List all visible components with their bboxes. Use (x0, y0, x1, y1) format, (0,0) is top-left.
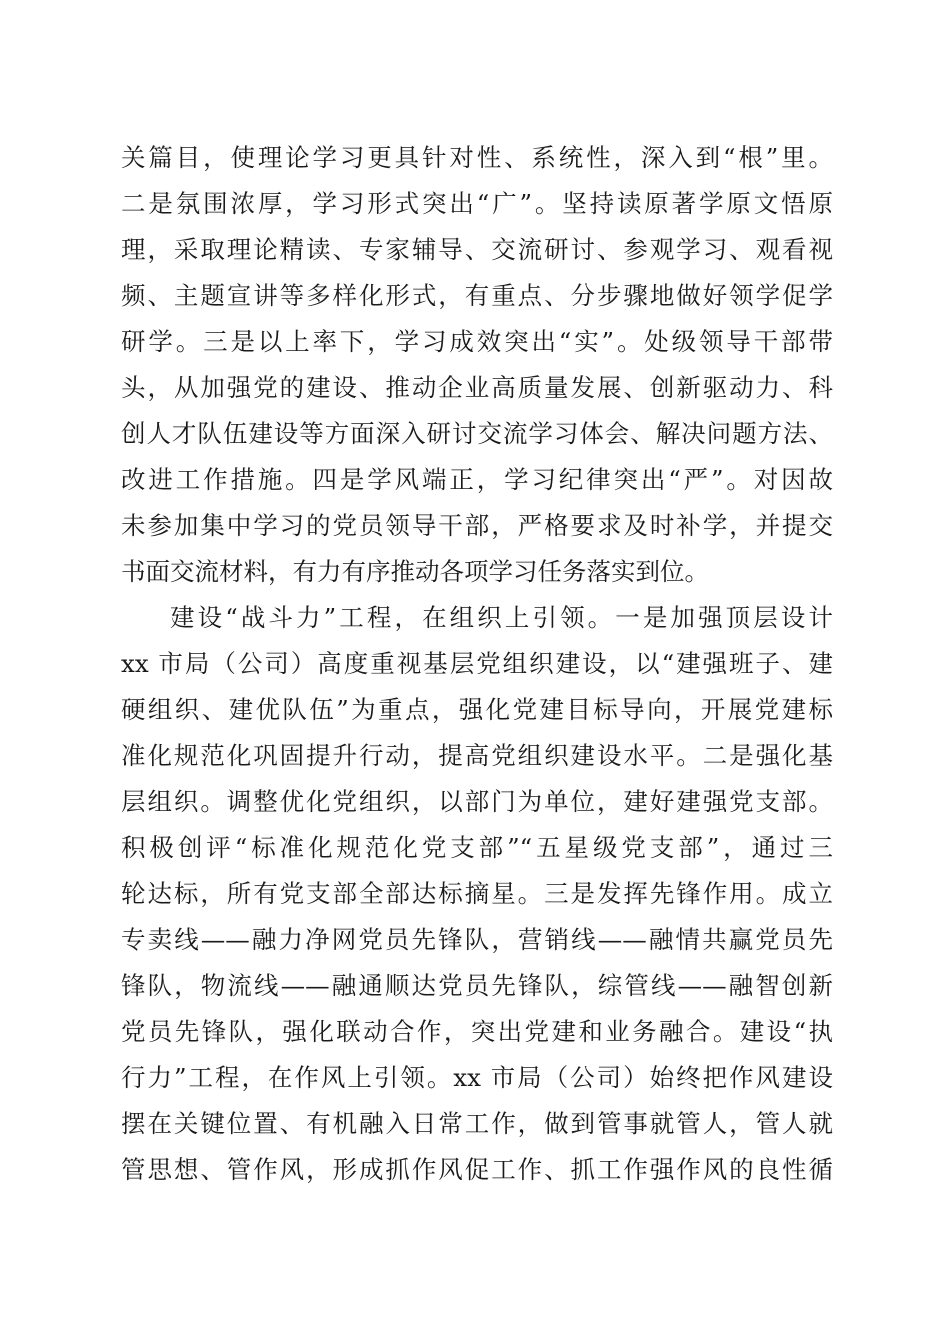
text-line: 关篇目，使理论学习更具针对性、系统性，深入到“根”里。 (121, 143, 833, 172)
text-line: 积极创评“标准化规范化党支部”“五星级党支部”，通过三 (121, 833, 833, 862)
text-line: 层组织。调整优化党组织，以部门为单位，建好建强党支部。 (121, 787, 833, 816)
text-line: 未参加集中学习的党员领导干部，严格要求及时补学，并提交 (121, 511, 833, 540)
text-line: 书面交流材料，有力有序推动各项学习任务落实到位。 (121, 557, 709, 586)
text-line: 专卖线——融力净网党员先锋队，营销线——融情共赢党员先 (121, 925, 833, 954)
text-line: 头，从加强党的建设、推动企业高质量发展、创新驱动力、科 (121, 373, 833, 402)
text-line: 锋队，物流线——融通顺达党员先锋队，综管线——融智创新 (121, 971, 833, 1000)
text-line: 行力”工程，在作风上引领。xx 市局（公司）始终把作风建设 (121, 1063, 833, 1092)
text-line: 理，采取理论精读、专家辅导、交流研讨、参观学习、观看视 (121, 235, 833, 264)
text-line: 管思想、管作风，形成抓作风促工作、抓工作强作风的良性循 (121, 1155, 833, 1184)
text-line: 频、主题宣讲等多样化形式，有重点、分步骤地做好领学促学 (121, 281, 833, 310)
body-text (121, 135, 833, 1193)
text-line: 准化规范化巩固提升行动，提高党组织建设水平。二是强化基 (121, 741, 833, 770)
text-line: 建设“战斗力”工程，在组织上引领。一是加强顶层设计 (170, 603, 833, 632)
text-line: 轮达标，所有党支部全部达标摘星。三是发挥先锋作用。成立 (121, 879, 833, 908)
text-line: 研学。三是以上率下，学习成效突出“实”。处级领导干部带 (121, 327, 833, 356)
text-line: 二是氛围浓厚，学习形式突出“广”。坚持读原著学原文悟原 (121, 189, 833, 218)
text-line: 硬组织、建优队伍”为重点，强化党建目标导向，开展党建标 (121, 695, 833, 724)
text-line: 党员先锋队，强化联动合作，突出党建和业务融合。建设“执 (121, 1017, 833, 1046)
text-line: 摆在关键位置、有机融入日常工作，做到管事就管人，管人就 (121, 1109, 833, 1138)
text-line: 创人才队伍建设等方面深入研讨交流学习体会、解决问题方法、 (121, 419, 833, 448)
text-line: 改进工作措施。四是学风端正，学习纪律突出“严”。对因故 (121, 465, 833, 494)
text-line: xx 市局（公司）高度重视基层党组织建设，以“建强班子、建 (121, 649, 833, 678)
